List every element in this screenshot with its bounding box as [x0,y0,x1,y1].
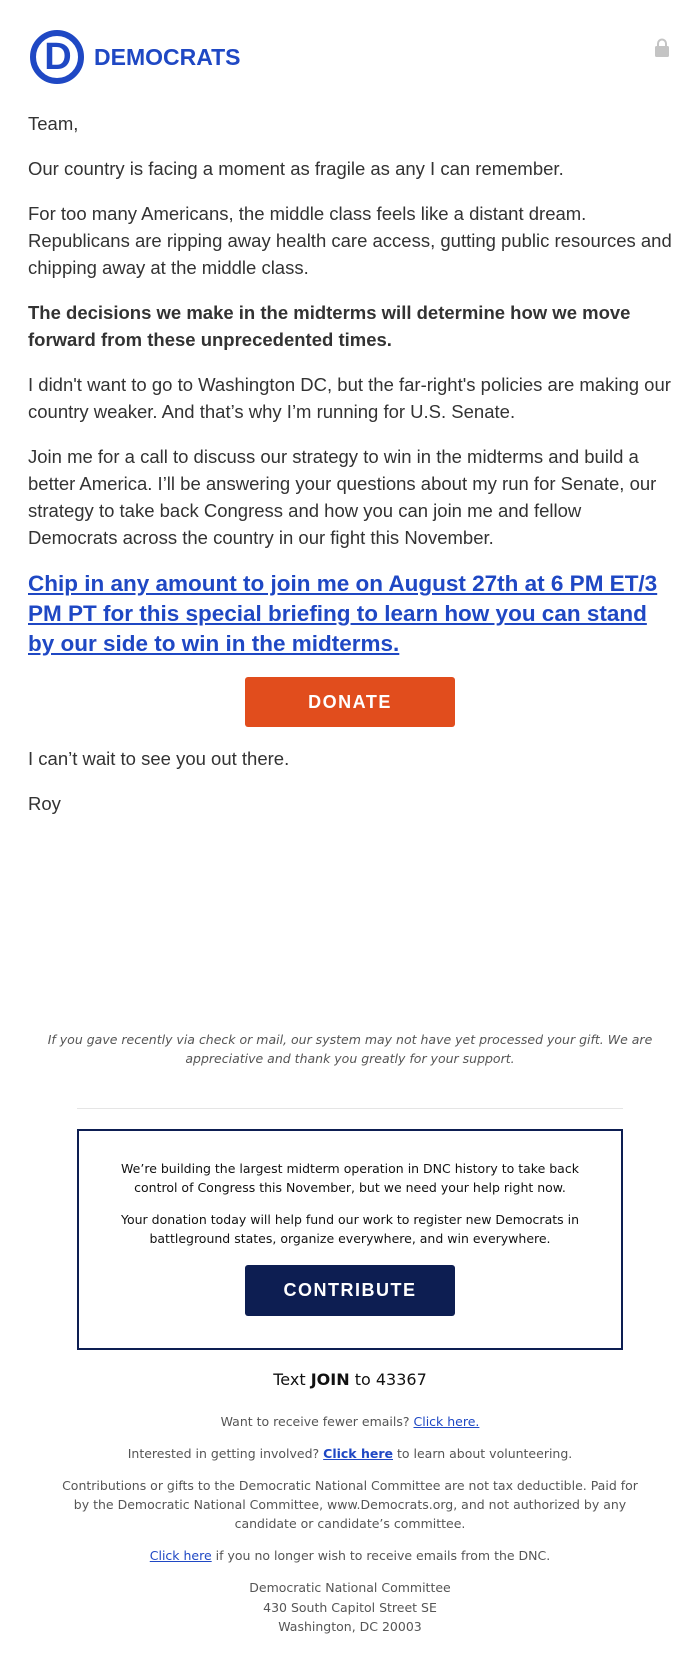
address-line-2: 430 South Capitol Street SE [263,1599,437,1615]
contribute-box [77,1129,623,1350]
unsubscribe-link[interactable]: Click here [149,1548,212,1563]
logo-mark [30,30,84,84]
logo-text: DEMOCRATS [94,43,241,70]
email-footer [60,1368,640,1637]
fewer-emails-text: Want to receive fewer emails? [220,1414,414,1429]
fewer-emails-line [60,1412,640,1431]
address-line-1: Democratic National Committee [249,1580,451,1595]
unsubscribe-line [60,1546,640,1565]
donate-wrap [28,677,672,727]
address-line-3: Washington, DC 20003 [278,1619,422,1634]
briefing-cta-link[interactable]: Chip in any amount to join me on August 27th at 6 PM ET/3 PM PT for this special briefing to learn how you can stand by our side to win in the midterms. [28,571,658,656]
closing-line: I can’t wait to see you out there. [28,748,290,769]
paragraph-3-bold: The decisions we make in the midterms will determine how we move forward from these unprecedented times. [28,302,631,350]
footer-divider [77,1108,623,1109]
signature: Roy [28,793,61,814]
email-body [0,110,700,817]
volunteer-line [60,1444,640,1463]
volunteer-link[interactable]: Click here [323,1446,393,1461]
contribute-box-text-1: We’re building the largest midterm operation in DNC history to take back control of Congress this November, but we need your help right now. [121,1161,579,1195]
lock-icon [654,38,670,58]
greeting: Team, [28,113,79,134]
text-join-suffix: to 43367 [349,1370,427,1389]
legal-disclaimer: Contributions or gifts to the Democratic National Committee are not tax deductible. Paid for by the Democratic National Committee, www.Democrats.org, and not authorized by any candidate or candidate’s committee. [62,1478,638,1531]
paragraph-1: Our country is facing a moment as fragile as any I can remember. [28,158,564,179]
unsubscribe-suffix: if you no longer wish to receive emails from the DNC. [211,1548,551,1563]
volunteer-suffix: to learn about volunteering. [393,1446,573,1461]
paragraph-2: For too many Americans, the middle class feels like a distant dream. Republicans are ripping away health care access, gutting public resources and chipping away at the middle class. [28,203,672,278]
text-join-keyword: JOIN [310,1370,350,1389]
paragraph-5: Join me for a call to discuss our strategy to win in the midterms and build a better America. I’ll be answering your questions about my run for Senate, our strategy to take back Congress and how you can join me and fellow Democrats across the country in our fight this November. [28,446,657,548]
text-join-prefix: Text [273,1370,311,1389]
paragraph-4: I didn't want to go to Washington DC, but the far-right's policies are making our country weaker. And that’s why I’m running for U.S. Senate. [28,374,671,422]
donate-button[interactable]: DONATE [245,677,455,727]
text-join-line [60,1368,640,1392]
mailing-address [60,1578,640,1637]
contribute-button[interactable]: CONTRIBUTE [245,1265,455,1316]
fewer-emails-link[interactable]: Click here. [413,1414,480,1429]
gift-disclaimer: If you gave recently via check or mail, our system may not have yet processed your gift. We are appreciative and thank you greatly for your support. [47,1032,653,1066]
contribute-box-text-2: Your donation today will help fund our work to register new Democrats in battleground states, organize everywhere, and win everywhere. [120,1212,580,1246]
logo-letter: D [44,36,72,78]
democrats-logo[interactable] [30,30,241,84]
volunteer-prefix: Interested in getting involved? [127,1446,324,1461]
email-header [0,0,700,110]
